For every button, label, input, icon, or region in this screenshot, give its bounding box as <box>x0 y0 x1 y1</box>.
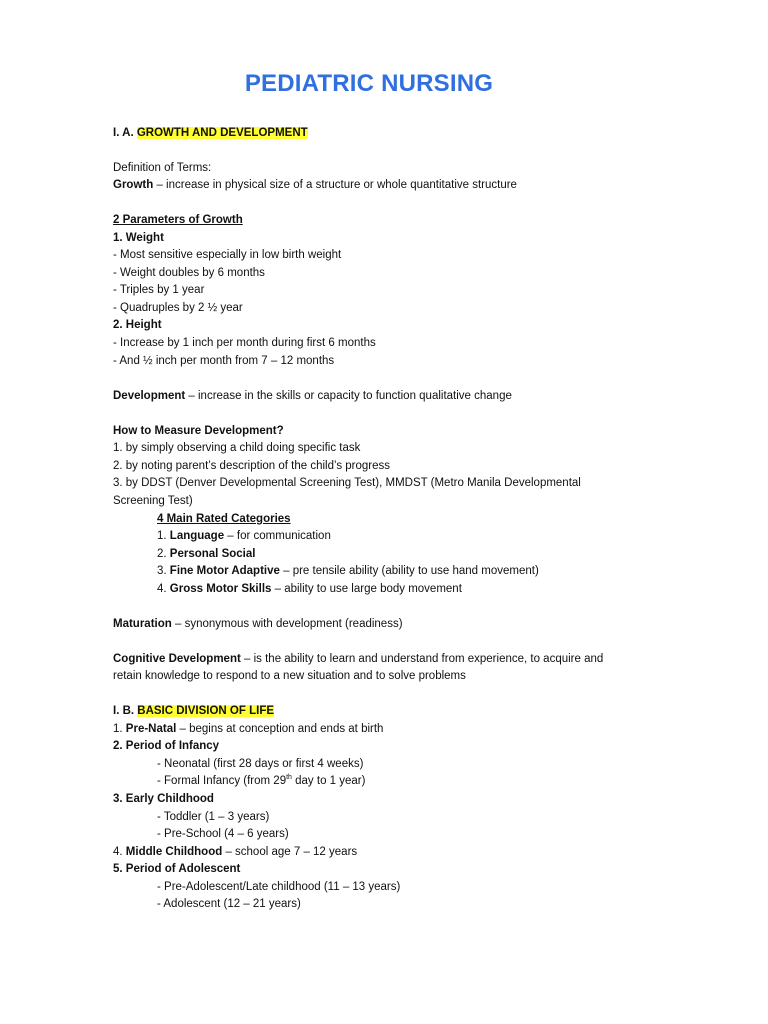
category-term: Personal Social <box>169 548 256 560</box>
measure-item: Screening Test) <box>113 495 193 507</box>
weight-item: - Most sensitive especially in low birth weight <box>113 249 342 261</box>
category-num: 1. <box>157 530 170 542</box>
category-desc: – pre tensile ability (ability to use hand movement) <box>279 565 539 577</box>
category-num: 4. <box>157 583 170 595</box>
infancy-item-text: - Formal Infancy (from 29 <box>157 775 287 787</box>
categories-heading: 4 Main Rated Categories <box>157 513 291 525</box>
adolescent-heading: 5. Period of Adolescent <box>113 863 241 875</box>
middle-term: Middle Childhood <box>125 846 223 858</box>
cognitive-def: – is the ability to learn and understand from experience, to acquire and <box>240 653 604 665</box>
adolescent-item: - Adolescent (12 – 21 years) <box>157 898 301 910</box>
infancy-item: - Neonatal (first 28 days or first 4 weeks) <box>157 758 364 770</box>
adolescent-item: - Pre-Adolescent/Late childhood (11 – 13 years) <box>157 881 401 893</box>
category-desc: – ability to use large body movement <box>271 583 462 595</box>
height-item: - And ½ inch per month from 7 – 12 months <box>113 355 335 367</box>
cognitive-def-continued: retain knowledge to respond to a new situation and to solve problems <box>113 670 466 682</box>
category-term: Language <box>169 530 225 542</box>
growth-term: Growth <box>113 179 154 191</box>
development-term: Development <box>113 390 186 402</box>
maturation-definition <box>113 617 403 631</box>
category-desc: – for communication <box>224 530 331 542</box>
prenatal-term: Pre-Natal <box>125 723 177 735</box>
category-item <box>157 529 331 543</box>
infancy-item-text: day to 1 year) <box>291 775 366 787</box>
measure-item: 2. by noting parent’s description of the child’s progress <box>113 460 391 472</box>
weight-heading: 1. Weight <box>113 232 164 244</box>
height-heading: 2. Height <box>113 319 162 331</box>
middle-childhood-item <box>113 845 357 859</box>
category-num: 2. <box>157 548 170 560</box>
growth-definition <box>113 178 517 192</box>
category-item <box>157 547 255 561</box>
definition-label: Definition of Terms: <box>113 162 212 174</box>
category-term: Fine Motor Adaptive <box>169 565 280 577</box>
category-term: Gross Motor Skills <box>169 583 272 595</box>
measure-item: 3. by DDST (Denver Developmental Screening Test), MMDST (Metro Manila Developmental <box>113 477 581 489</box>
measure-item: 1. by simply observing a child doing specific task <box>113 442 361 454</box>
section-a-prefix: I. A. <box>113 127 137 139</box>
page-title: PEDIATRIC NURSING <box>244 70 494 97</box>
weight-item: - Triples by 1 year <box>113 284 205 296</box>
section-b-title: BASIC DIVISION OF LIFE <box>137 705 275 717</box>
infancy-item <box>157 774 365 788</box>
prenatal-num: 1. <box>113 723 126 735</box>
cognitive-term: Cognitive Development <box>113 653 241 665</box>
params-heading: 2 Parameters of Growth <box>113 214 243 226</box>
category-item <box>157 582 462 596</box>
superscript: th <box>286 774 292 782</box>
middle-desc: – school age 7 – 12 years <box>222 846 358 858</box>
development-def: – increase in the skills or capacity to function qualitative change <box>185 390 512 402</box>
cognitive-definition <box>113 652 603 666</box>
section-b-prefix: I. B. <box>113 705 138 717</box>
early-childhood-item: - Toddler (1 – 3 years) <box>157 811 270 823</box>
early-childhood-item: - Pre-School (4 – 6 years) <box>157 828 289 840</box>
maturation-def: – synonymous with development (readiness) <box>171 618 403 630</box>
section-a-heading <box>113 126 308 140</box>
category-item <box>157 564 539 578</box>
weight-item: - Weight doubles by 6 months <box>113 267 265 279</box>
measure-heading: How to Measure Development? <box>113 425 284 437</box>
maturation-term: Maturation <box>113 618 172 630</box>
infancy-heading: 2. Period of Infancy <box>113 740 220 752</box>
weight-item: - Quadruples by 2 ½ year <box>113 302 243 314</box>
prenatal-item <box>113 722 383 736</box>
development-definition <box>113 389 512 403</box>
category-num: 3. <box>157 565 170 577</box>
section-a-title: GROWTH AND DEVELOPMENT <box>136 127 308 139</box>
section-b-heading <box>113 704 274 718</box>
prenatal-desc: – begins at conception and ends at birth <box>176 723 384 735</box>
growth-def: – increase in physical size of a structure or whole quantitative structure <box>153 179 517 191</box>
early-childhood-heading: 3. Early Childhood <box>113 793 214 805</box>
middle-num: 4. <box>113 846 126 858</box>
height-item: - Increase by 1 inch per month during first 6 months <box>113 337 376 349</box>
